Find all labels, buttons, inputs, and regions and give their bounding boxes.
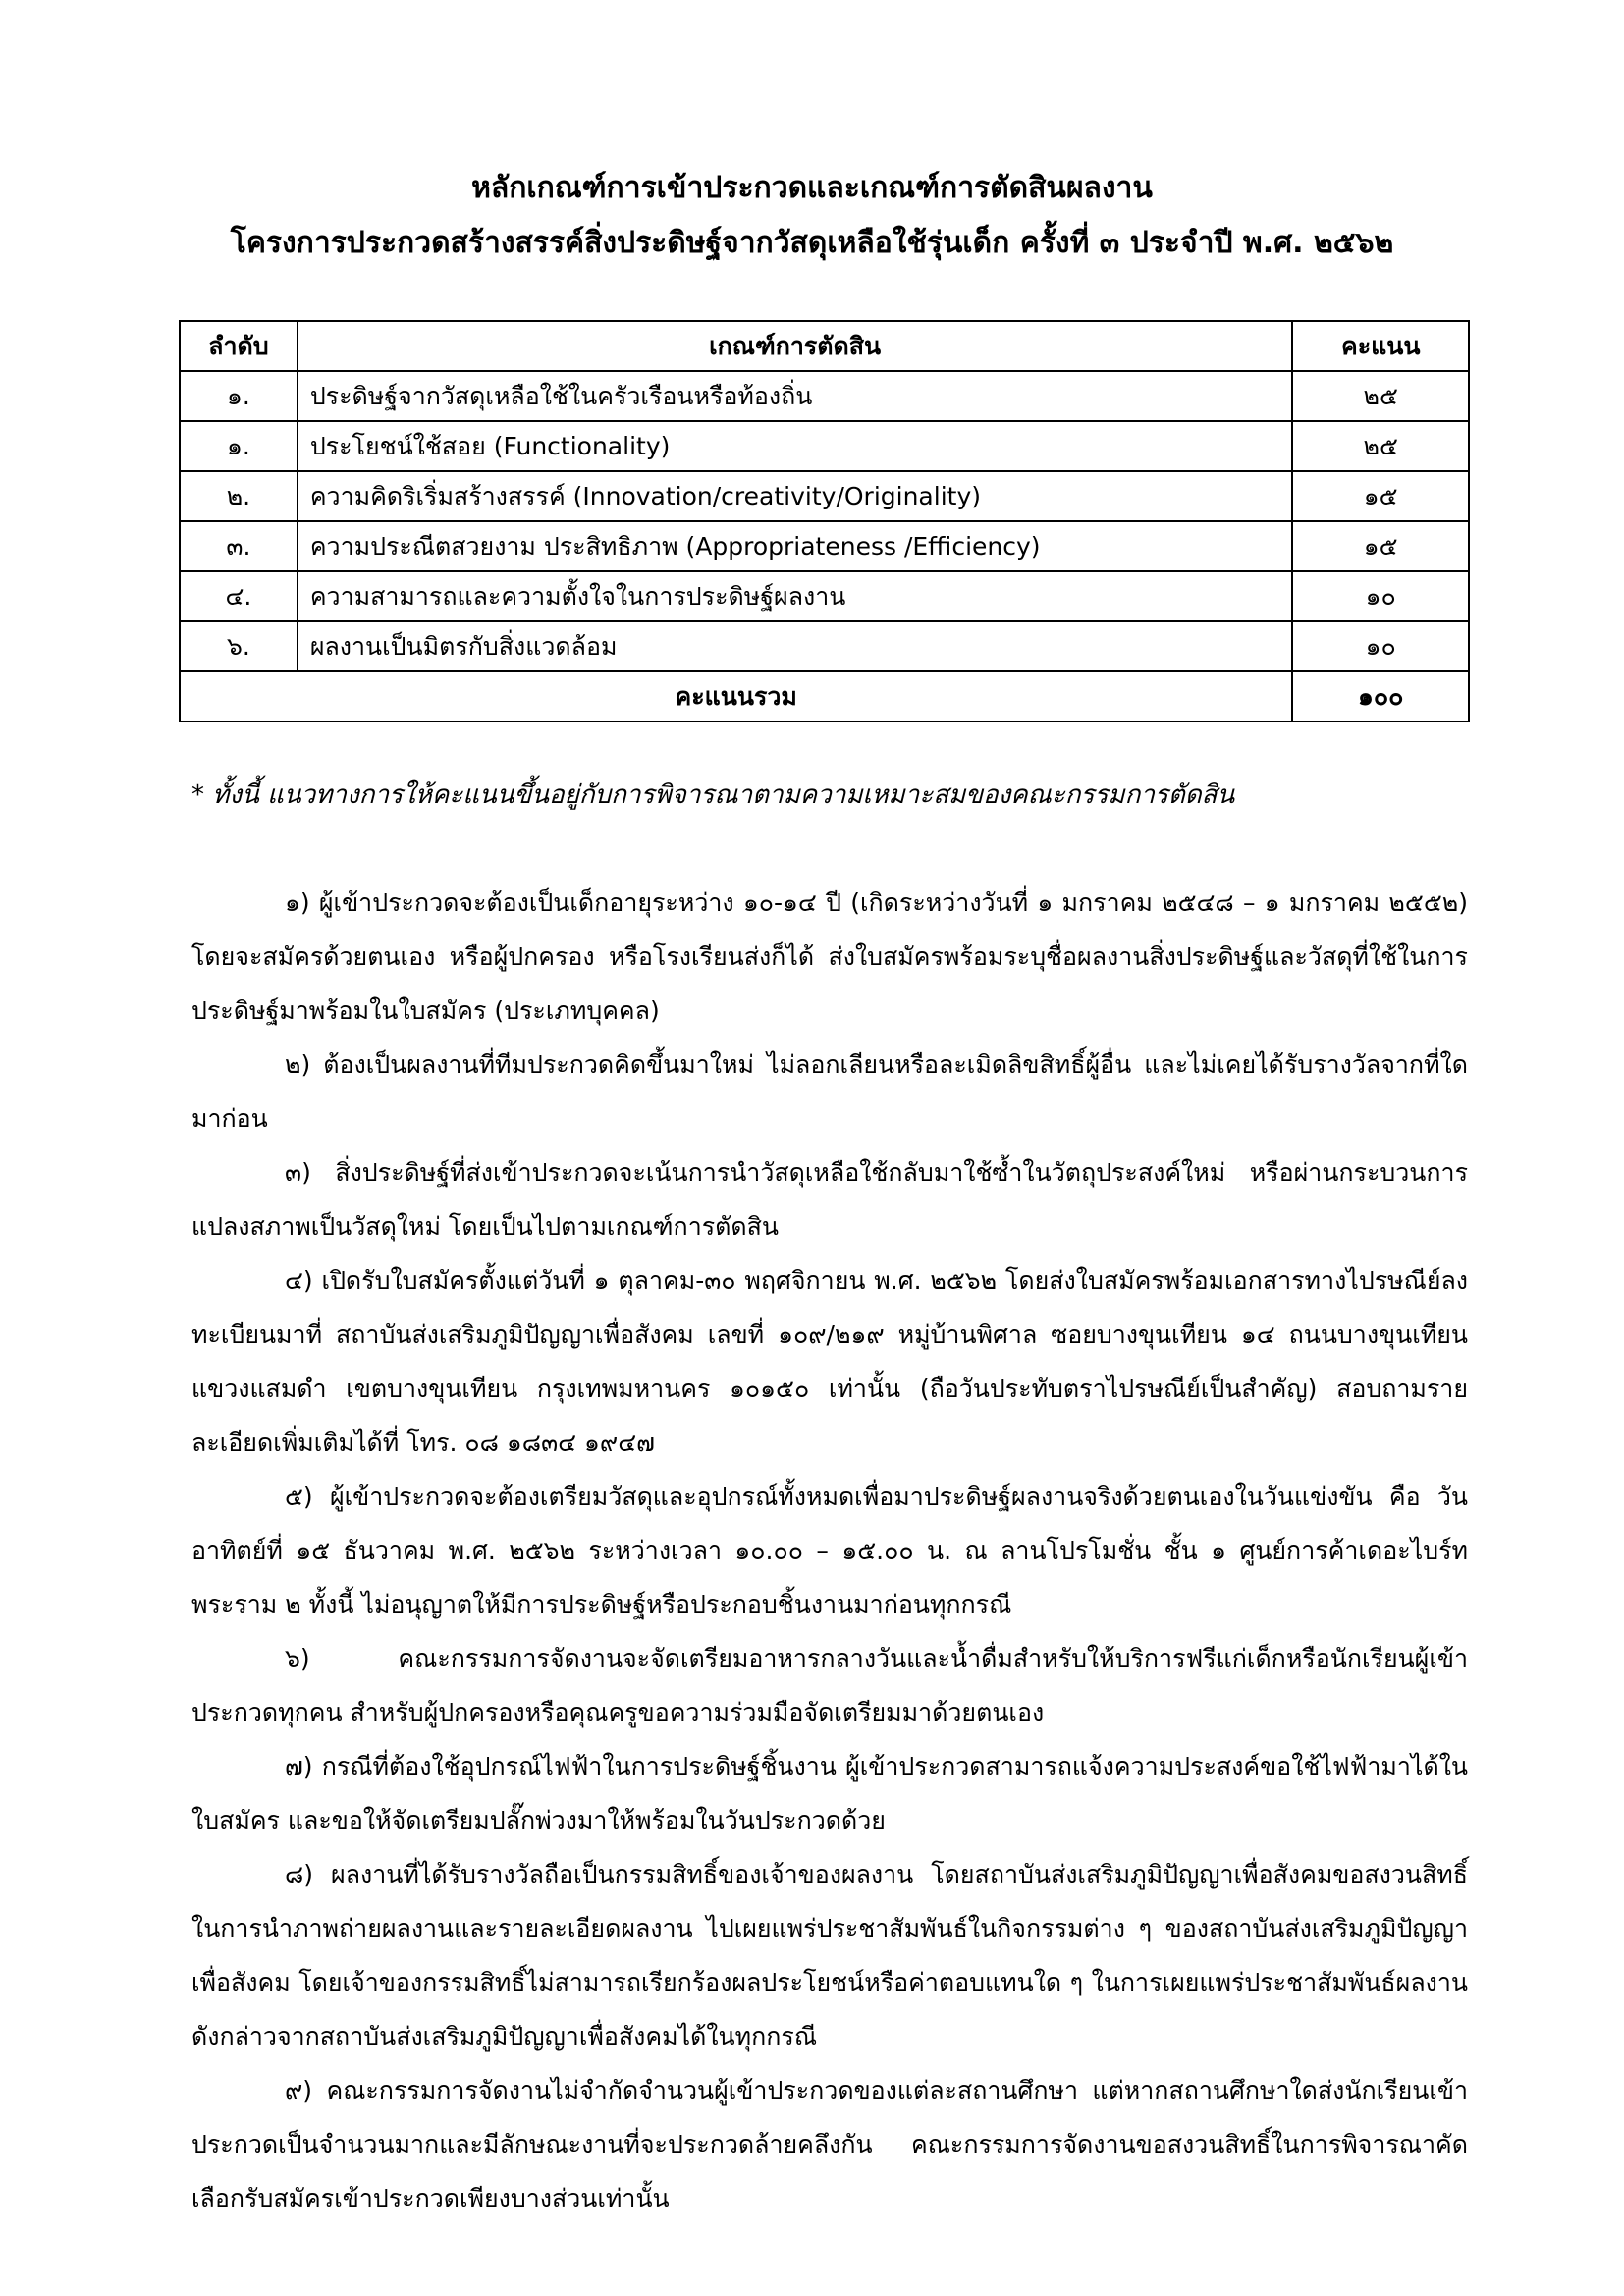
row-criteria: ความคิดริเริ่มสร้างสรรค์ (Innovation/creativity/Originality) bbox=[298, 471, 1293, 521]
table-row bbox=[180, 421, 1469, 471]
rule-item: ๒) ต้องเป็นผลงานที่ทีมประกวดคิดขึ้นมาใหม่ ไม่ลอกเลียนหรือละเมิดลิขสิทธิ์ผู้อื่น และไม่เคยได้รับรางวัลจากที่ใดมาก่อน bbox=[191, 1050, 1468, 1133]
row-score: ๒๕ bbox=[1292, 421, 1469, 471]
row-score: ๑๕ bbox=[1292, 471, 1469, 521]
row-criteria: ประดิษฐ์จากวัสดุเหลือใช้ในครัวเรือนหรือท้องถิ่น bbox=[298, 371, 1293, 421]
row-no: ๑. bbox=[180, 371, 298, 421]
row-score: ๑๐ bbox=[1292, 621, 1469, 671]
rules-list bbox=[191, 876, 1468, 2225]
table-header-row bbox=[180, 321, 1469, 371]
row-criteria: ความประณีตสวยงาม ประสิทธิภาพ (Appropriateness /Efficiency) bbox=[298, 521, 1293, 571]
row-criteria: ผลงานเป็นมิตรกับสิ่งแวดล้อม bbox=[298, 621, 1293, 671]
document-title: หลักเกณฑ์การเข้าประกวดและเกณฑ์การตัดสินผลงาน bbox=[471, 171, 1153, 205]
header-score: คะแนน bbox=[1292, 321, 1469, 371]
rule-item: ๓) สิ่งประดิษฐ์ที่ส่งเข้าประกวดจะเน้นการนำวัสดุเหลือใช้กลับมาใช้ซ้ำในวัตถุประสงค์ใหม่ หรือผ่านกระบวนการแปลงสภาพเป็นวัสดุใหม่ โดยเป็นไปตามเกณฑ์การตัดสิน bbox=[191, 1158, 1468, 1241]
table-row bbox=[180, 471, 1469, 521]
row-no: ๑. bbox=[180, 421, 298, 471]
table-total-row bbox=[180, 671, 1469, 721]
scoring-note: * ทั้งนี้ แนวทางการให้คะแนนขึ้นอยู่กับการพิจารณาตามความเหมาะสมของคณะกรรมการตัดสิน bbox=[191, 780, 1235, 810]
rule-item: ๔) เปิดรับใบสมัครตั้งแต่วันที่ ๑ ตุลาคม-๓๐ พฤศจิกายน พ.ศ. ๒๕๖๒ โดยส่งใบสมัครพร้อมเอกสารทางไปรษณีย์ลงทะเบียนมาที่ สถาบันส่งเสริมภูมิปัญญาเพื่อสังคม เลขที่ ๑๐๙/๒๑๙ หมู่บ้านพิศาล ซอยบางขุนเทียน ๑๔ ถนนบางขุนเทียน แขวงแสมดำ เขตบางขุนเทียน กรุงเทพมหานคร ๑๐๑๕๐ เท่านั้น (ถือวันประทับตราไปรษณีย์เป็นสำคัญ) สอบถามรายละเอียดเพิ่มเติมได้ที่ โทร. ๐๘ ๑๘๓๔ ๑๙๔๗ bbox=[191, 1266, 1468, 1457]
rule-item: ๗) กรณีที่ต้องใช้อุปกรณ์ไฟฟ้าในการประดิษฐ์ชิ้นงาน ผู้เข้าประกวดสามารถแจ้งความประสงค์ขอใช้ไฟฟ้ามาได้ในใบสมัคร และขอให้จัดเตรียมปลั๊กพ่วงมาให้พร้อมในวันประกวดด้วย bbox=[191, 1752, 1468, 1835]
rule-item: ๘) ผลงานที่ได้รับรางวัลถือเป็นกรรมสิทธิ์ของเจ้าของผลงาน โดยสถาบันส่งเสริมภูมิปัญญาเพื่อสังคมขอสงวนสิทธิ์ในการนำภาพถ่ายผลงานและรายละเอียดผลงาน ไปเผยแพร่ประชาสัมพันธ์ในกิจกรรมต่าง ๆ ของสถาบันส่งเสริมภูมิปัญญาเพื่อสังคม โดยเจ้าของกรรมสิทธิ์ไม่สามารถเรียกร้องผลประโยชน์หรือค่าตอบแทนใด ๆ ในการเผยแพร่ประชาสัมพันธ์ผลงานดังกล่าวจากสถาบันส่งเสริมภูมิปัญญาเพื่อสังคมได้ในทุกกรณี bbox=[191, 1860, 1468, 2051]
table-row bbox=[180, 571, 1469, 621]
header-criteria: เกณฑ์การตัดสิน bbox=[298, 321, 1293, 371]
rule-item: ๙) คณะกรรมการจัดงานไม่จำกัดจำนวนผู้เข้าประกวดของแต่ละสถานศึกษา แต่หากสถานศึกษาใดส่งนักเรียนเข้าประกวดเป็นจำนวนมากและมีลักษณะงานที่จะประกวดล้ายคลึงกัน คณะกรรมการจัดงานขอสงวนสิทธิ์ในการพิจารณาคัดเลือกรับสมัครเข้าประกวดเพียงบางส่วนเท่านั้น bbox=[191, 2076, 1468, 2213]
document-subtitle: โครงการประกวดสร้างสรรค์สิ่งประดิษฐ์จากวัสดุเหลือใช้รุ่นเด็ก ครั้งที่ ๓ ประจำปี พ.ศ. ๒๕๖๒ bbox=[230, 226, 1394, 260]
total-score: ๑๐๐ bbox=[1292, 671, 1469, 721]
header-no: ลำดับ bbox=[180, 321, 298, 371]
total-label: คะแนนรวม bbox=[180, 671, 1292, 721]
rule-item: ๖) คณะกรรมการจัดงานจะจัดเตรียมอาหารกลางวันและน้ำดื่มสำหรับให้บริการฟรีแก่เด็กหรือนักเรียนผู้เข้าประกวดทุกคน สำหรับผู้ปกครองหรือคุณครูขอความร่วมมือจัดเตรียมมาด้วยตนเอง bbox=[191, 1644, 1468, 1727]
row-score: ๑๕ bbox=[1292, 521, 1469, 571]
table-row bbox=[180, 621, 1469, 671]
row-score: ๒๕ bbox=[1292, 371, 1469, 421]
row-no: ๓. bbox=[180, 521, 298, 571]
rule-item: ๑) ผู้เข้าประกวดจะต้องเป็นเด็กอายุระหว่าง ๑๐-๑๔ ปี (เกิดระหว่างวันที่ ๑ มกราคม ๒๕๔๘ – ๑ มกราคม ๒๕๕๒) โดยจะสมัครด้วยตนเอง หรือผู้ปกครอง หรือโรงเรียนส่งก็ได้ ส่งใบสมัครพร้อมระบุชื่อผลงานสิ่งประดิษฐ์และวัสดุที่ใช้ในการประดิษฐ์มาพร้อมในใบสมัคร (ประเภทบุคคล) bbox=[191, 888, 1468, 1025]
row-no: ๔. bbox=[180, 571, 298, 621]
row-no: ๖. bbox=[180, 621, 298, 671]
row-no: ๒. bbox=[180, 471, 298, 521]
rule-item: ๕) ผู้เข้าประกวดจะต้องเตรียมวัสดุและอุปกรณ์ทั้งหมดเพื่อมาประดิษฐ์ผลงานจริงด้วยตนเองในวันแข่งขัน คือ วันอาทิตย์ที่ ๑๕ ธันวาคม พ.ศ. ๒๕๖๒ ระหว่างเวลา ๑๐.๐๐ – ๑๕.๐๐ น. ณ ลานโปรโมชั่น ชั้น ๑ ศูนย์การค้าเดอะไบร์ท พระราม ๒ ทั้งนี้ ไม่อนุญาตให้มีการประดิษฐ์หรือประกอบชิ้นงานมาก่อนทุกกรณี bbox=[191, 1482, 1468, 1619]
row-criteria: ความสามารถและความตั้งใจในการประดิษฐ์ผลงาน bbox=[298, 571, 1293, 621]
criteria-table bbox=[179, 320, 1470, 722]
table-row bbox=[180, 371, 1469, 421]
table-row bbox=[180, 521, 1469, 571]
row-criteria: ประโยชน์ใช้สอย (Functionality) bbox=[298, 421, 1293, 471]
row-score: ๑๐ bbox=[1292, 571, 1469, 621]
